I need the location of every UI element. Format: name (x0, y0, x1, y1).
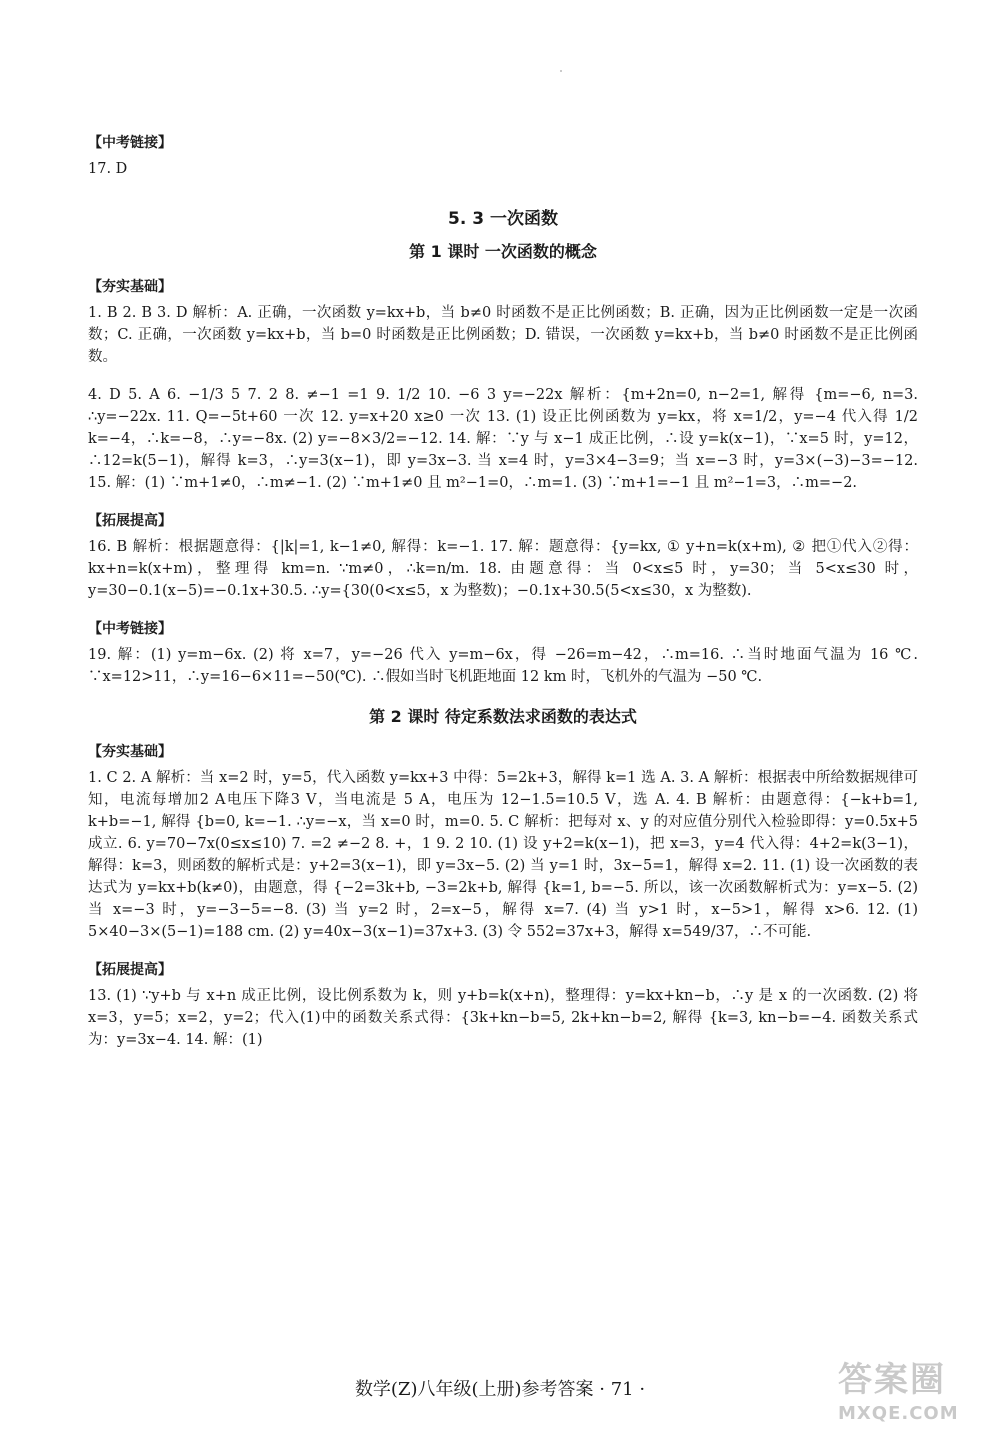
lesson-title: 第 2 课时 待定系数法求函数的表达式 (369, 707, 637, 726)
answer-line: 1. C 2. A 解析：当 x=2 时，y=5，代入函数 y=kx+3 中得：5=2k+3，解得 k=1 选 A. 3. A 解析：根据表中所给数据规律可知，电流每增加2 A电压下降3 V，当电流是 5 A，电压为 12−1.5=10.5 V，选 A. 4. B 解析：由题意得：{−k+b=1, k+b=−1, 解得 {b=0, k=−1. ∴y=−x，当 x=0 时，m=0. 5. C 解析：把每对 x、y 的对应值分别代入检验即得：y=0.5x+5 成立. 6. y=70−7x(0≤x≤10) 7. =2 ≠−2 8. +，1 9. 2 10. (1) 设 y+2=k(x−1)，把 x=3，y=4 代入得：4+2=k(3−1)，解得：k=3，则函数的解析式是：y+2=3(x−1)，即 y=3x−5. (2) 当 y=1 时，3x−5=1，解得 x=2. 11. (1) 设一次函数的表达式为 y=kx+b(k≠0)，由题意，得 {−2=3k+b, −3=2k+b, 解得 {k=1, b=−5. 所以，该一次函数解析式为：y=x−5. (2) 当 x=−3 时，y=−3−5=−8. (3) 当 y=2 时，2=x−5，解得 x=7. (4) 当 y>1 时，x−5>1，解得 x>6. 12. (1) 5×40−3×(5−1)=188 cm. (2) y=40x−3(x−1)=37x+3. (3) 令 552=37x+3，解得 x=549/37，∴不可能. (88, 770, 918, 940)
answer-page (88, 118, 918, 1067)
answer-paragraph (88, 767, 918, 943)
page-footer: 数学(Z)八年级(上册)参考答案 · 71 · (354, 1379, 646, 1400)
answer-line: 4. D 5. A 6. −1/3 5 7. 2 8. ≠−1 =1 9. 1/2 10. −6 3 y=−22x 解析：{m+2n=0, n−2=1, 解得 {m=−6, n=3. ∴y=−22x. 11. Q=−5t+60 一次 12. y=x+20 x≥0 一次 13. (1) 设正比例函数为 y=kx，将 x=1/2，y=−4 代入得 1/2 k=−4，∴k=−8，∴y=−8x. (2) y=−8×3/2=−12. 14. 解：∵y 与 x−1 成正比例，∴设 y=k(x−1)，∵x=5 时，y=12，∴12=k(5−1)，解得 k=3，∴y=3(x−1)，即 y=3x−3. 当 x=4 时，y=3×4−3=9；当 x=−3 时，y=3×(−3)−3=−12. 15. 解：(1) ∵m+1≠0，∴m≠−1. (2) ∵m+1≠0 且 m²−1=0，∴m=1. (3) ∵m+1=−1 且 m²−1=3，∴m=−2. (88, 387, 918, 491)
answer-paragraph (88, 644, 918, 688)
answer-paragraph (88, 302, 918, 494)
watermark-url: MXQE.COM (838, 1403, 959, 1424)
section-tag: 【中考链接】 (88, 621, 172, 637)
section-tag: 【拓展提高】 (88, 962, 172, 978)
answer-line: 13. (1) ∵y+b 与 x+n 成正比例，设比例系数为 k，则 y+b=k(x+n)，整理得：y=kx+kn−b，∴y 是 x 的一次函数. (2) 将 x=3，y=5；x=2，y=2；代入(1)中的函数关系式得：{3k+kn−b=5, 2k+kn−b=2, 解得 {k=3, kn−b=−4. 函数关系式为：y=3x−4. 14. 解：(1) (88, 988, 918, 1048)
watermark-text: 答案圈 (838, 1360, 946, 1400)
watermark-logo (838, 1352, 988, 1428)
section-tag: 【中考链接】 (88, 135, 172, 151)
section-title: 5. 3 一次函数 (448, 209, 558, 229)
answer-line: 16. B 解析：根据题意得：{|k|=1, k−1≠0, 解得：k=−1. 17. 解：题意得：{y=kx, ① y+n=k(x+m), ② 把①代入②得：kx+n=k(x+m)，整理得 km=n. ∵m≠0，∴k=n/m. 18. 由题意得：当 0<x≤5 时，y=30；当 5<x≤30 时，y=30−0.1(x−5)=−0.1x+30.5. ∴y={30(0<x≤5，x 为整数)；−0.1x+30.5(5<x≤30，x 为整数). (88, 539, 918, 599)
section-tag: 【夯实基础】 (88, 744, 172, 760)
lesson-title: 第 1 课时 一次函数的概念 (409, 242, 597, 261)
section-tag: 【夯实基础】 (88, 279, 172, 295)
answer-line: 19. 解：(1) y=m−6x. (2) 将 x=7，y=−26 代入 y=m−6x，得 −26=m−42，∴m=16. ∴当时地面气温为 16 ℃. ∵x=12>11，∴y=16−6×11=−50(℃). ∴假如当时飞机距地面 12 km 时，飞机外的气温为 −50 ℃. (88, 647, 918, 685)
section-tag: 【拓展提高】 (88, 513, 172, 529)
answer-paragraph (88, 536, 918, 602)
answer-line: 1. B 2. B 3. D 解析：A. 正确，一次函数 y=kx+b，当 b≠0 时函数不是正比例函数；B. 正确，因为正比例函数一定是一次函数；C. 正确，一次函数 y=kx+b，当 b=0 时函数是正比例函数；D. 错误，一次函数 y=kx+b，当 b≠0 时函数不是正比例函数。 (88, 305, 918, 365)
answer-paragraph (88, 985, 918, 1051)
speck (560, 70, 562, 72)
answer-line: 17. D (88, 161, 128, 177)
